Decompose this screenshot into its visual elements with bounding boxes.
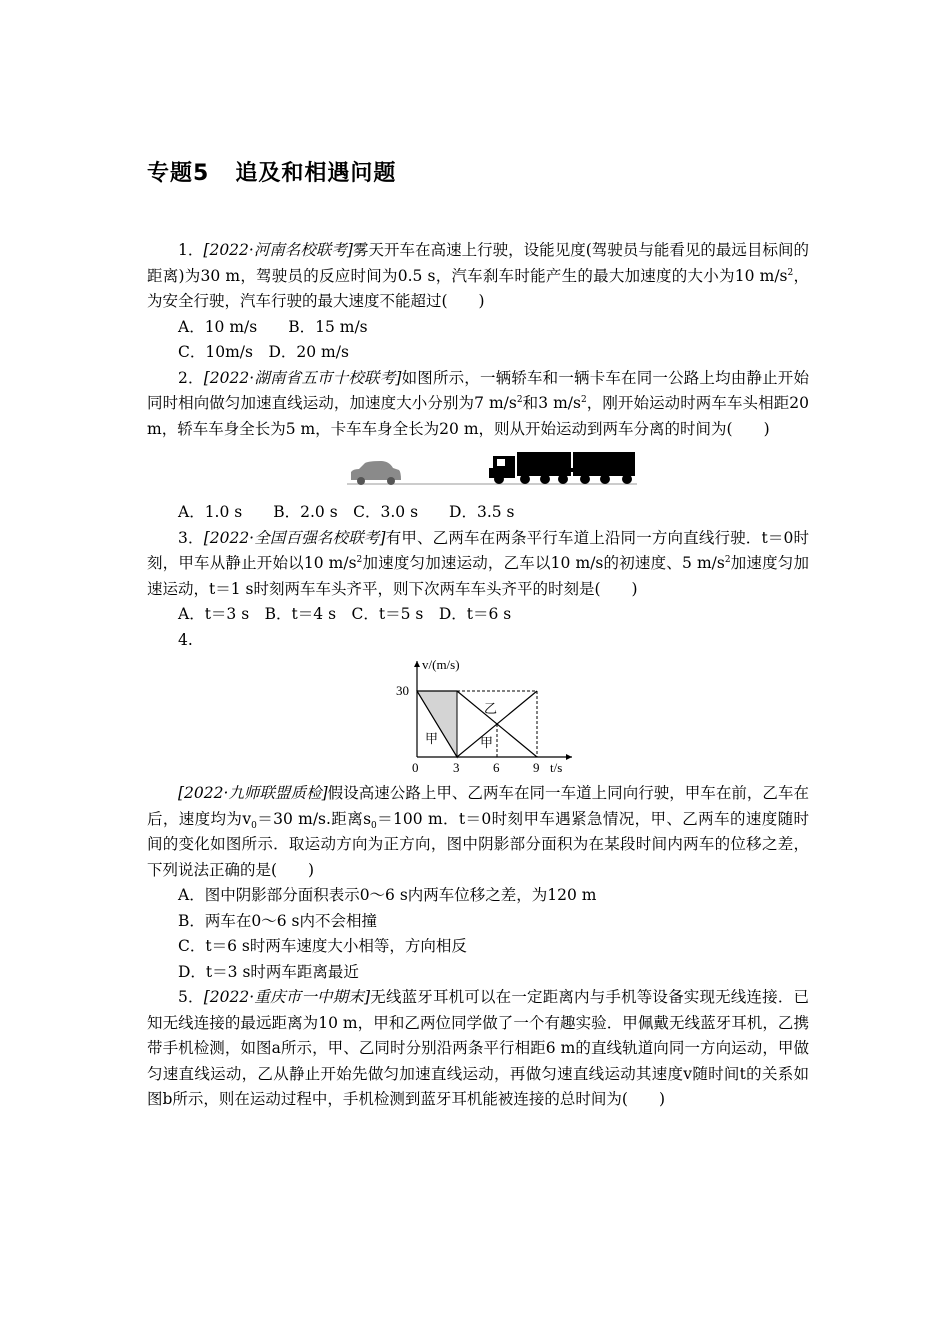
q4-option-d: D．t＝3 s时两车距离最近: [178, 962, 359, 981]
question-text: ＝30 m/s.距离s: [256, 809, 372, 828]
x-axis-arrow: [566, 754, 572, 760]
title-main: 专题5: [147, 161, 210, 186]
question-source: [2022·全国百强名校联考]: [203, 528, 386, 547]
superscript: 2: [580, 394, 587, 405]
car-icon: [351, 461, 401, 485]
superscript: 2: [787, 267, 794, 278]
question-source: [2022·河南名校联考]: [203, 241, 353, 259]
question-text: 无线蓝牙耳机可以在一定距离内与手机等设备实现无线连接．已知无线连接的最远距离为10 m，甲和乙两位同学做了一个有趣实验．甲佩戴无线蓝牙耳机，乙携带手机检测，如图a所示，甲、乙同时分别沿两条平行相距6 m的直线轨道向同一方向运动，甲做匀速直线运动，乙从静止开始先做匀加速直线运动，再做匀速直线运动其速度v随时间t的关系如图b所示，则在运动过程中，手机检测到蓝牙耳机能被连接的总时间为( ): [147, 988, 809, 1108]
truck-icon: [489, 452, 635, 484]
page-title: [147, 156, 396, 187]
q2-options: A．1.0 s B．2.0 s C．3.0 s D．3.5 s: [178, 503, 515, 521]
question-number: 3．: [178, 528, 204, 547]
question-text: ，为安全行驶，汽车行驶的最大速度不能超过( ): [147, 266, 809, 310]
title-sub: 追及和相遇问题: [235, 161, 397, 186]
velocity-time-graph: [382, 657, 582, 775]
x-axis-label: t/s: [550, 760, 563, 775]
q3-options: A．t＝3 s B．t＝4 s C．t＝5 s D．t＝6 s: [178, 605, 512, 623]
series-label-jia-2: 甲: [480, 735, 494, 750]
question-text: 和3 m/s: [522, 394, 581, 412]
q1-options-row-2: C．10m/s D．20 m/s: [178, 343, 349, 361]
question-3: [147, 526, 809, 603]
question-5: [147, 985, 809, 1113]
question-text: 加速度匀加速运动，t＝1 s时刻两车车头齐平，则下次两车车头齐平的时刻是( ): [147, 554, 809, 598]
tick-label-6: 6: [493, 760, 500, 775]
q1-options-row-1: A．10 m/s B．15 m/s: [178, 317, 368, 336]
question-1: [147, 238, 809, 315]
tick-label-9: 9: [533, 760, 540, 775]
tick-label-30: 30: [396, 683, 409, 698]
superscript: 2: [724, 554, 731, 565]
q4-option-a: A．图中阴影部分面积表示0～6 s内两车位移之差，为120 m: [178, 886, 597, 904]
series-label-yi: 乙: [484, 701, 498, 716]
question-number: 1．: [178, 241, 204, 259]
question-text: 如图所示，一辆轿车和一辆卡车在同一公路上均由静止开始同时相向做匀加速直线运动，加速度大小分别为7 m/s: [147, 368, 809, 412]
question-text: 假设高速公路上甲、乙两车在同一车道上同向行驶，甲车在前，乙车在后，速度均为v: [147, 784, 809, 828]
question-4-number: [147, 628, 809, 654]
question-text: 有甲、乙两车在两条平行车道上沿同一方向直线行驶．t＝0时刻，甲车从静止开始以10 m/s: [147, 528, 810, 572]
q4-option-c: C．t＝6 s时两车速度大小相等，方向相反: [178, 937, 467, 955]
y-axis-arrow: [414, 661, 420, 667]
question-4: [147, 781, 809, 883]
question-text: 雾天开车在高速上行驶，设能见度(驾驶员与能看见的最远目标间的距离)为30 m，驾驶员的反应时间为0.5 s，汽车刹车时能产生的最大加速度的大小为10 m/s: [147, 241, 809, 285]
question-text: 加速度匀加速运动，乙车以10 m/s的初速度、5 m/s: [362, 554, 725, 572]
subscript: 0: [251, 820, 257, 831]
question-source: [2022·重庆市一中期末]: [203, 988, 371, 1006]
subscript: 0: [371, 820, 377, 831]
question-number: 4.: [178, 630, 193, 649]
question-source: [2022·湖南省五市十校联考]: [203, 368, 402, 387]
tick-label-3: 3: [453, 760, 460, 775]
superscript: 2: [356, 554, 363, 565]
content: [147, 238, 809, 1113]
question-number: 2．: [178, 368, 204, 387]
car-truck-figure: [347, 450, 637, 490]
y-axis-label: v/(m/s): [422, 657, 460, 672]
superscript: 2: [516, 394, 523, 405]
question-number: 5．: [178, 988, 204, 1006]
question-2: [147, 366, 809, 443]
question-text: ＝100 m．t＝0时刻甲车遇紧急情况，甲、乙两车的速度随时间的变化如图所示．取运动方向为正方向，图中阴影部分面积为在某段时间内两车的位移之差，下列说法正确的是( ): [147, 809, 810, 879]
q4-option-b: B．两车在0～6 s内不会相撞: [178, 911, 377, 930]
series-label-jia-1: 甲: [425, 731, 439, 746]
question-text: ，刚开始运动时两车车头相距20 m，轿车车身全长为5 m，卡车车身全长为20 m，则从开始运动到两车分离的时间为( ): [147, 394, 809, 438]
question-source: [2022·九师联盟质检]: [178, 784, 328, 802]
tick-label-0: 0: [412, 760, 419, 775]
